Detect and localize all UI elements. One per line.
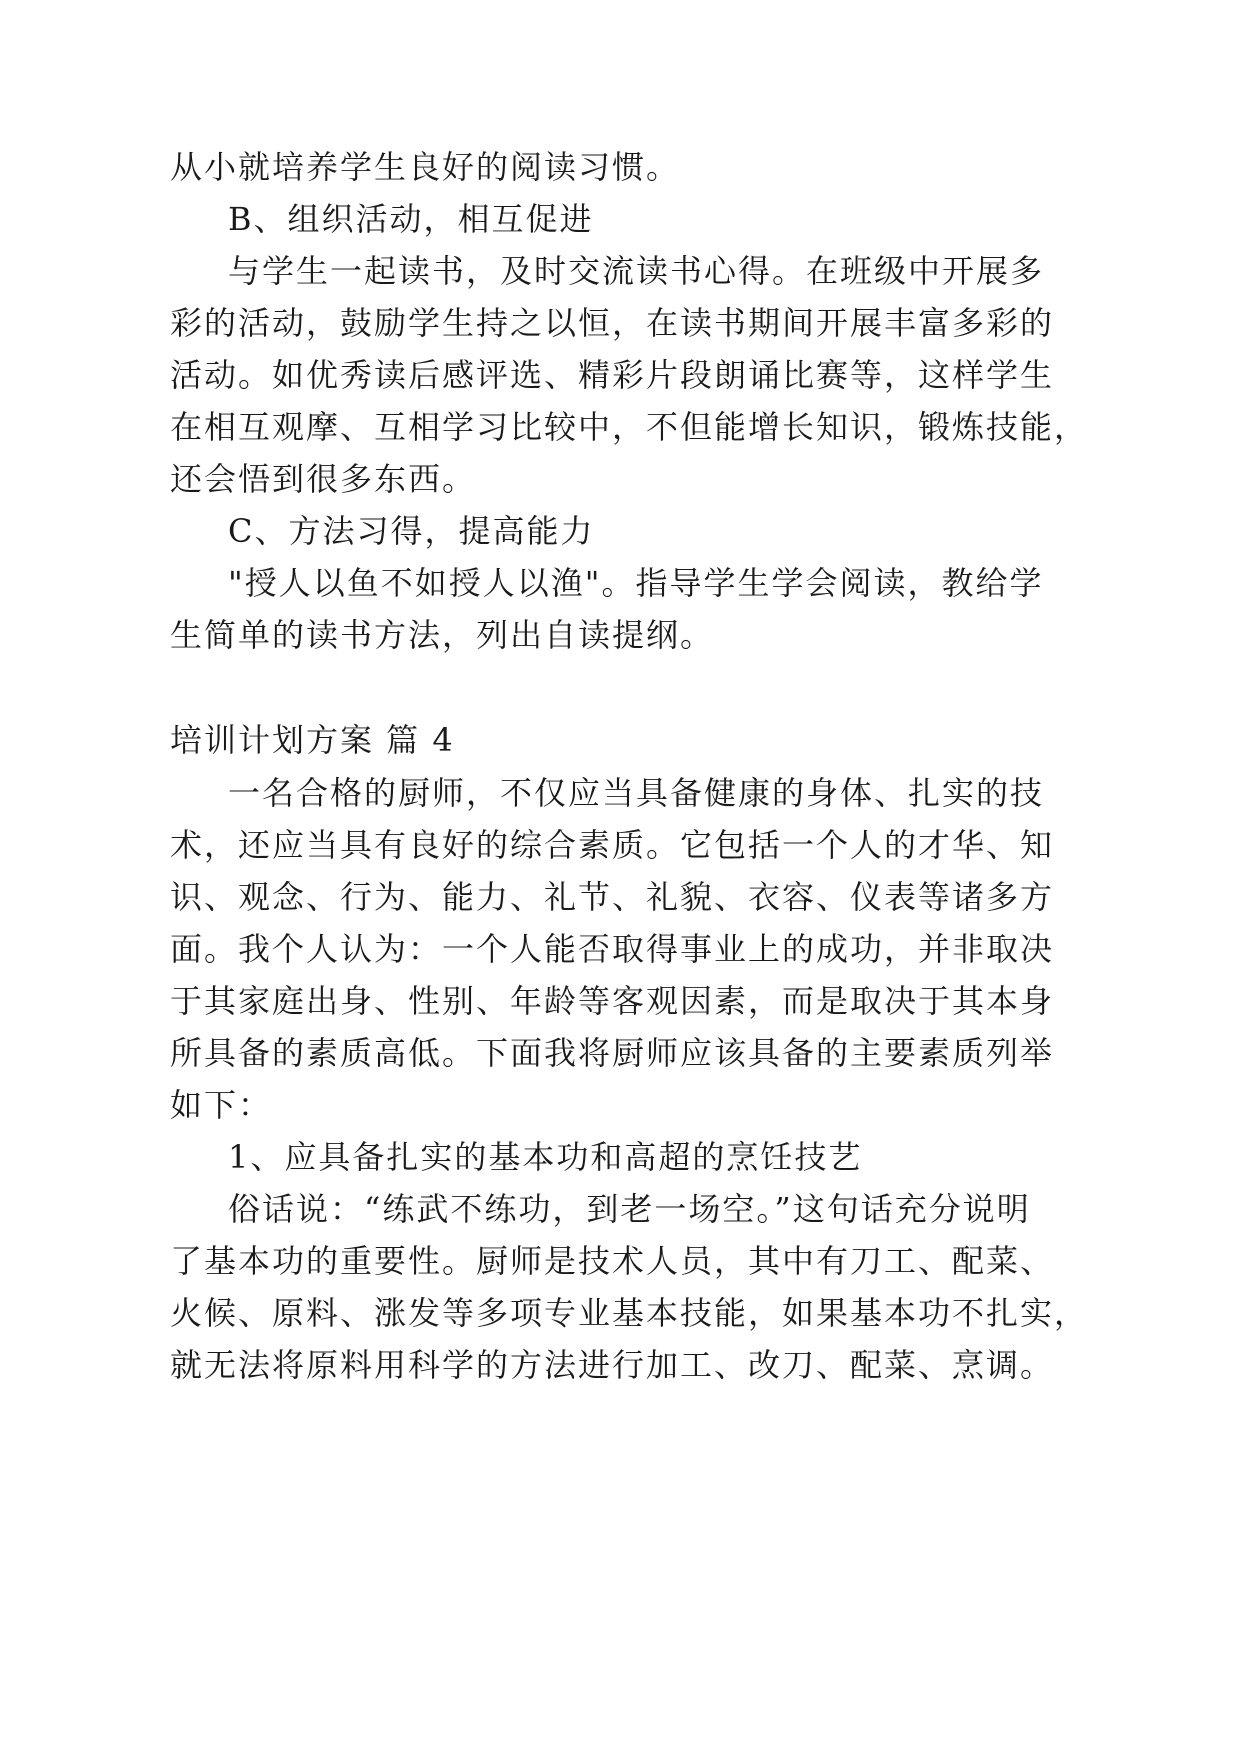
text-line: 术，还应当具有良好的综合素质。它包括一个人的才华、知 [170,826,1055,864]
text-line: 在相互观摩、互相学习比较中，不但能增长知识，锻炼技能， [170,408,1089,446]
text-line: 俗话说：“练武不练功，到老一场空。”这句话充分说明 [228,1190,1031,1228]
text-line: 活动。如优秀读后感评选、精彩片段朗诵比赛等，这样学生 [170,356,1055,394]
subheading-1: 1、应具备扎实的基本功和高超的烹饪技艺 [228,1138,863,1176]
text-line: 彩的活动，鼓励学生持之以恒，在读书期间开展丰富多彩的 [170,304,1055,342]
text-line: 与学生一起读书，及时交流读书心得。在班级中开展多 [228,252,1045,290]
subheading-b: B、组织活动，相互促进 [228,200,594,238]
text-line: 还会悟到很多东西。 [170,460,477,498]
text-line: 了基本功的重要性。厨师是技术人员，其中有刀工、配菜、 [170,1242,1055,1280]
subheading-c: C、方法习得，提高能力 [228,512,595,550]
text-line: 面。我个人认为：一个人能否取得事业上的成功，并非取决 [170,930,1055,968]
text-line: 于其家庭出身、性别、年龄等客观因素，而是取决于其本身 [170,982,1055,1020]
text-line: 生简单的读书方法，列出自读提纲。 [170,616,715,654]
text-line: 识、观念、行为、能力、礼节、礼貌、衣容、仪表等诸多方 [170,878,1055,916]
text-line: 一名合格的厨师，不仅应当具备健康的身体、扎实的技 [228,774,1045,812]
text-line: "授人以鱼不如授人以渔"。指导学生学会阅读，教给学 [228,564,1044,602]
text-line: 从小就培养学生良好的阅读习惯。 [170,148,681,186]
text-line: 火候、原料、涨发等多项专业基本技能，如果基本功不扎实， [170,1294,1089,1332]
text-line: 所具备的素质高低。下面我将厨师应该具备的主要素质列举 [170,1034,1055,1072]
text-line: 如下： [170,1086,273,1124]
text-line: 就无法将原料用科学的方法进行加工、改刀、配菜、烹调。 [170,1346,1055,1384]
section-heading: 培训计划方案 篇 4 [170,721,455,759]
